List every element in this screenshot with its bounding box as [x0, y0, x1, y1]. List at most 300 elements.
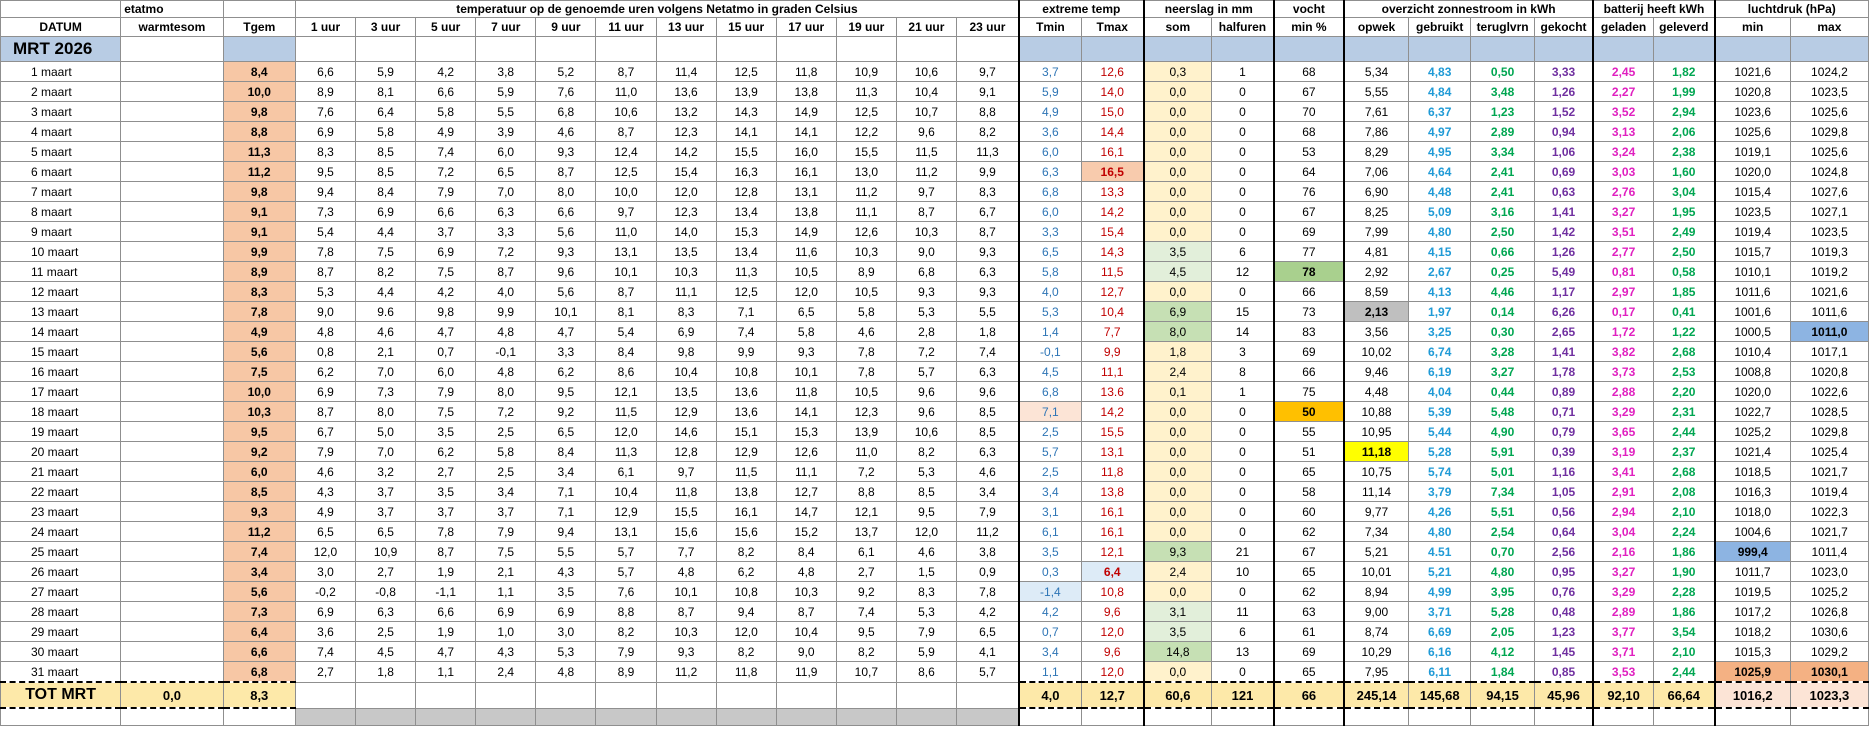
- cell-teruglvrn: 3,95: [1471, 582, 1534, 602]
- cell-t13: 12,3: [656, 202, 716, 222]
- cell-t9: 3,0: [536, 622, 596, 642]
- cell-t5: 8,7: [416, 542, 476, 562]
- cell-t9: 9,6: [536, 262, 596, 282]
- cell-tmin: 5,7: [1019, 442, 1081, 462]
- cell-halfuren: 0: [1212, 182, 1274, 202]
- cell-geleverd: 2,20: [1653, 382, 1714, 402]
- cell-geleverd: 2,38: [1653, 142, 1714, 162]
- cell-datum: 7 maart: [1, 182, 121, 202]
- cell-t9: 3,3: [536, 342, 596, 362]
- footer-cell: [956, 708, 1019, 726]
- cell-t11: 13,1: [596, 242, 656, 262]
- month-cell: [956, 37, 1019, 62]
- cell-gebruikt: 6,11: [1409, 662, 1471, 683]
- cell-geladen: 2,16: [1593, 542, 1653, 562]
- cell-gebruikt: 4,15: [1409, 242, 1471, 262]
- total-geleverd: 66,64: [1653, 682, 1714, 708]
- cell-t1: 6,5: [295, 522, 355, 542]
- table-row: [1, 222, 1869, 242]
- cell-vocht: 66: [1274, 362, 1344, 382]
- cell-teruglvrn: 0,50: [1471, 62, 1534, 82]
- cell-vocht: 65: [1274, 662, 1344, 683]
- cell-warmtesom: [121, 622, 223, 642]
- cell-t19: 11,2: [836, 182, 896, 202]
- cell-t13: 10,3: [656, 622, 716, 642]
- table-row: [1, 202, 1869, 222]
- cell-opwek: 9,00: [1344, 602, 1409, 622]
- footer-cell: [295, 708, 355, 726]
- cell-opwek: 5,34: [1344, 62, 1409, 82]
- cell-t7: 6,3: [476, 202, 536, 222]
- cell-som: 8,0: [1144, 322, 1212, 342]
- cell-t5: 1,9: [416, 562, 476, 582]
- table-row: [1, 322, 1869, 342]
- cell-t9: 10,1: [536, 302, 596, 322]
- table-row: [1, 82, 1869, 102]
- cell-t19: 11,0: [836, 442, 896, 462]
- cell-halfuren: 0: [1212, 422, 1274, 442]
- cell-som: 0,0: [1144, 662, 1212, 683]
- cell-vocht: 69: [1274, 342, 1344, 362]
- cell-tmax: 10,8: [1081, 582, 1143, 602]
- cell-t17: 12,7: [776, 482, 836, 502]
- total-empty: [356, 682, 416, 708]
- cell-luchtdruk-min: 1025,2: [1715, 422, 1791, 442]
- cell-luchtdruk-max: 1017,1: [1790, 342, 1868, 362]
- total-empty: [716, 682, 776, 708]
- cell-geleverd: 2,53: [1653, 362, 1714, 382]
- cell-teruglvrn: 4,12: [1471, 642, 1534, 662]
- cell-tmin: 4,9: [1019, 102, 1081, 122]
- cell-t7: 9,9: [476, 302, 536, 322]
- cell-t3: 2,5: [356, 622, 416, 642]
- cell-t1: 8,7: [295, 262, 355, 282]
- cell-t21: 8,3: [896, 582, 956, 602]
- cell-t21: 9,7: [896, 182, 956, 202]
- cell-vocht: 64: [1274, 162, 1344, 182]
- cell-som: 0,0: [1144, 162, 1212, 182]
- cell-t19: 15,5: [836, 142, 896, 162]
- cell-t21: 11,5: [896, 142, 956, 162]
- cell-t1: 7,3: [295, 202, 355, 222]
- month-cell: [1715, 37, 1791, 62]
- cell-geladen: 2,91: [1593, 482, 1653, 502]
- cell-tmin: 5,3: [1019, 302, 1081, 322]
- cell-t7: 2,5: [476, 422, 536, 442]
- cell-luchtdruk-max: 1025,6: [1790, 142, 1868, 162]
- cell-t11: 8,9: [596, 662, 656, 683]
- cell-tmin: 6,1: [1019, 522, 1081, 542]
- cell-t5: 1,1: [416, 662, 476, 683]
- cell-t1: 7,6: [295, 102, 355, 122]
- cell-t13: 12,3: [656, 122, 716, 142]
- cell-t15: 11,5: [716, 462, 776, 482]
- cell-tgem: 11,3: [223, 142, 295, 162]
- cell-luchtdruk-min: 1000,5: [1715, 322, 1791, 342]
- month-cell: [1471, 37, 1534, 62]
- cell-t19: 13,7: [836, 522, 896, 542]
- table-row: [1, 362, 1869, 382]
- cell-t9: 5,2: [536, 62, 596, 82]
- cell-datum: 25 maart: [1, 542, 121, 562]
- cell-tgem: 3,4: [223, 562, 295, 582]
- cell-vocht: 77: [1274, 242, 1344, 262]
- month-cell: [536, 37, 596, 62]
- cell-luchtdruk-max: 1025,4: [1790, 442, 1868, 462]
- cell-t21: 12,0: [896, 522, 956, 542]
- total-halfuren: 121: [1212, 682, 1274, 708]
- cell-som: 4,5: [1144, 262, 1212, 282]
- cell-t15: 8,2: [716, 542, 776, 562]
- cell-teruglvrn: 4,80: [1471, 562, 1534, 582]
- month-cell: [1593, 37, 1653, 62]
- cell-tmin: 7,1: [1019, 402, 1081, 422]
- month-cell: [223, 37, 295, 62]
- cell-t21: 5,7: [896, 362, 956, 382]
- cell-teruglvrn: 2,41: [1471, 182, 1534, 202]
- cell-t21: 9,6: [896, 382, 956, 402]
- cell-vocht: 50: [1274, 402, 1344, 422]
- cell-som: 0,0: [1144, 122, 1212, 142]
- cell-gekocht: 0,39: [1534, 442, 1593, 462]
- cell-t1: 6,2: [295, 362, 355, 382]
- cell-datum: 4 maart: [1, 122, 121, 142]
- cell-t13: 14,6: [656, 422, 716, 442]
- month-cell: [356, 37, 416, 62]
- cell-halfuren: 21: [1212, 542, 1274, 562]
- col-header-t19: 19 uur: [836, 18, 896, 37]
- cell-warmtesom: [121, 142, 223, 162]
- table-row: [1, 382, 1869, 402]
- cell-tmax: 12,6: [1081, 62, 1143, 82]
- cell-som: 0,0: [1144, 102, 1212, 122]
- cell-geladen: 2,97: [1593, 282, 1653, 302]
- cell-luchtdruk-max: 1026,8: [1790, 602, 1868, 622]
- cell-som: 0,0: [1144, 182, 1212, 202]
- cell-t13: 14,0: [656, 222, 716, 242]
- cell-luchtdruk-max: 1023,5: [1790, 82, 1868, 102]
- cell-t13: 14,2: [656, 142, 716, 162]
- cell-t23: 6,7: [956, 202, 1019, 222]
- cell-datum: 30 maart: [1, 642, 121, 662]
- total-min: 1016,2: [1715, 682, 1791, 708]
- cell-t17: 16,0: [776, 142, 836, 162]
- cell-t17: 10,4: [776, 622, 836, 642]
- cell-halfuren: 0: [1212, 402, 1274, 422]
- cell-t1: -0,2: [295, 582, 355, 602]
- cell-warmtesom: [121, 102, 223, 122]
- cell-t15: 13,8: [716, 482, 776, 502]
- cell-warmtesom: [121, 662, 223, 683]
- cell-datum: 21 maart: [1, 462, 121, 482]
- cell-warmtesom: [121, 202, 223, 222]
- cell-luchtdruk-max: 1023,5: [1790, 222, 1868, 242]
- cell-t11: 10,6: [596, 102, 656, 122]
- cell-luchtdruk-min: 1001,6: [1715, 302, 1791, 322]
- cell-teruglvrn: 4,90: [1471, 422, 1534, 442]
- cell-warmtesom: [121, 382, 223, 402]
- cell-gebruikt: 4,80: [1409, 222, 1471, 242]
- cell-tgem: 8,3: [223, 282, 295, 302]
- cell-datum: 31 maart: [1, 662, 121, 683]
- table-row: [1, 482, 1869, 502]
- cell-t15: 7,4: [716, 322, 776, 342]
- footer-cell: [836, 708, 896, 726]
- cell-t15: 12,5: [716, 62, 776, 82]
- cell-t13: 15,4: [656, 162, 716, 182]
- cell-t23: 9,6: [956, 382, 1019, 402]
- total-empty: [956, 682, 1019, 708]
- cell-datum: 27 maart: [1, 582, 121, 602]
- cell-t7: 5,9: [476, 82, 536, 102]
- cell-vocht: 61: [1274, 622, 1344, 642]
- cell-t21: 8,7: [896, 202, 956, 222]
- cell-gekocht: 1,45: [1534, 642, 1593, 662]
- cell-datum: 18 maart: [1, 402, 121, 422]
- cell-t7: 7,5: [476, 542, 536, 562]
- cell-t3: 4,4: [356, 282, 416, 302]
- month-cell: [656, 37, 716, 62]
- cell-t3: 6,3: [356, 602, 416, 622]
- cell-t23: 8,8: [956, 102, 1019, 122]
- cell-t7: 8,7: [476, 262, 536, 282]
- cell-geleverd: 2,44: [1653, 422, 1714, 442]
- month-cell: [295, 37, 355, 62]
- cell-t21: 10,4: [896, 82, 956, 102]
- cell-t3: 8,0: [356, 402, 416, 422]
- col-header-tmax: Tmax: [1081, 18, 1143, 37]
- cell-tmax: 15,5: [1081, 422, 1143, 442]
- cell-t3: 8,4: [356, 182, 416, 202]
- footer-cell: [1593, 708, 1653, 726]
- cell-t5: 7,5: [416, 262, 476, 282]
- cell-opwek: 10,29: [1344, 642, 1409, 662]
- cell-som: 0,0: [1144, 202, 1212, 222]
- cell-t9: 4,8: [536, 662, 596, 683]
- cell-warmtesom: [121, 222, 223, 242]
- cell-luchtdruk-max: 1020,8: [1790, 362, 1868, 382]
- cell-t11: 10,1: [596, 262, 656, 282]
- cell-teruglvrn: 2,89: [1471, 122, 1534, 142]
- cell-luchtdruk-min: 1019,5: [1715, 582, 1791, 602]
- cell-gebruikt: 5,39: [1409, 402, 1471, 422]
- cell-t1: 7,8: [295, 242, 355, 262]
- cell-geladen: 3,13: [1593, 122, 1653, 142]
- cell-geladen: 0,81: [1593, 262, 1653, 282]
- cell-t15: 13,9: [716, 82, 776, 102]
- header-luchtdruk: luchtdruk (hPa): [1715, 1, 1869, 18]
- total-max: 1023,3: [1790, 682, 1868, 708]
- cell-t3: 5,9: [356, 62, 416, 82]
- footer-cell: [1019, 708, 1081, 726]
- cell-t13: 10,3: [656, 262, 716, 282]
- cell-geleverd: 1,86: [1653, 602, 1714, 622]
- cell-tmax: 12,7: [1081, 282, 1143, 302]
- cell-t19: 7,8: [836, 342, 896, 362]
- cell-geleverd: 2,10: [1653, 502, 1714, 522]
- cell-t23: 6,3: [956, 362, 1019, 382]
- cell-tmin: -1,4: [1019, 582, 1081, 602]
- cell-t5: 3,5: [416, 422, 476, 442]
- cell-teruglvrn: 3,34: [1471, 142, 1534, 162]
- cell-gebruikt: 4,80: [1409, 522, 1471, 542]
- cell-opwek: 7,34: [1344, 522, 1409, 542]
- cell-tmin: 3,4: [1019, 482, 1081, 502]
- cell-halfuren: 8: [1212, 362, 1274, 382]
- cell-tmax: 13,8: [1081, 482, 1143, 502]
- footer-row: [1, 708, 1869, 726]
- cell-tmax: 6,4: [1081, 562, 1143, 582]
- cell-tgem: 8,4: [223, 62, 295, 82]
- cell-t9: 8,0: [536, 182, 596, 202]
- cell-luchtdruk-min: 1016,3: [1715, 482, 1791, 502]
- col-header-t1: 1 uur: [295, 18, 355, 37]
- cell-t17: 6,5: [776, 302, 836, 322]
- cell-halfuren: 0: [1212, 122, 1274, 142]
- cell-tgem: 9,2: [223, 442, 295, 462]
- cell-opwek: 8,25: [1344, 202, 1409, 222]
- cell-t5: 7,4: [416, 142, 476, 162]
- cell-halfuren: 3: [1212, 342, 1274, 362]
- cell-t7: 7,2: [476, 242, 536, 262]
- cell-vocht: 69: [1274, 222, 1344, 242]
- cell-tmin: 3,7: [1019, 62, 1081, 82]
- cell-luchtdruk-min: 1025,6: [1715, 122, 1791, 142]
- cell-tmax: 16,1: [1081, 522, 1143, 542]
- cell-som: 0,3: [1144, 62, 1212, 82]
- cell-t11: 12,9: [596, 502, 656, 522]
- cell-vocht: 83: [1274, 322, 1344, 342]
- table-row: [1, 342, 1869, 362]
- total-tmax: 12,7: [1081, 682, 1143, 708]
- cell-geladen: 2,76: [1593, 182, 1653, 202]
- table-row: [1, 162, 1869, 182]
- cell-gebruikt: 6,16: [1409, 642, 1471, 662]
- cell-halfuren: 14: [1212, 322, 1274, 342]
- cell-som: 0,0: [1144, 522, 1212, 542]
- cell-tgem: 6,0: [223, 462, 295, 482]
- cell-t9: 9,4: [536, 522, 596, 542]
- cell-vocht: 70: [1274, 102, 1344, 122]
- cell-luchtdruk-min: 1023,6: [1715, 102, 1791, 122]
- cell-luchtdruk-max: 1019,2: [1790, 262, 1868, 282]
- month-cell: [716, 37, 776, 62]
- cell-t19: 4,6: [836, 322, 896, 342]
- cell-gebruikt: 5,21: [1409, 562, 1471, 582]
- cell-warmtesom: [121, 122, 223, 142]
- cell-opwek: 4,81: [1344, 242, 1409, 262]
- cell-geleverd: 0,41: [1653, 302, 1714, 322]
- cell-luchtdruk-min: 1011,6: [1715, 282, 1791, 302]
- cell-som: 0,0: [1144, 502, 1212, 522]
- cell-gebruikt: 5,44: [1409, 422, 1471, 442]
- cell-t5: 7,8: [416, 522, 476, 542]
- cell-warmtesom: [121, 542, 223, 562]
- cell-t3: 3,7: [356, 482, 416, 502]
- table-row: [1, 602, 1869, 622]
- cell-luchtdruk-min: 1023,5: [1715, 202, 1791, 222]
- cell-warmtesom: [121, 162, 223, 182]
- cell-tmin: 3,5: [1019, 542, 1081, 562]
- footer-cell: [1081, 708, 1143, 726]
- cell-teruglvrn: 3,16: [1471, 202, 1534, 222]
- cell-tgem: 10,0: [223, 382, 295, 402]
- cell-geladen: 3,51: [1593, 222, 1653, 242]
- cell-gebruikt: 5,09: [1409, 202, 1471, 222]
- cell-vocht: 75: [1274, 382, 1344, 402]
- cell-t17: 9,0: [776, 642, 836, 662]
- month-cell: [416, 37, 476, 62]
- cell-tmin: 3,3: [1019, 222, 1081, 242]
- cell-t1: 6,9: [295, 122, 355, 142]
- cell-teruglvrn: 2,41: [1471, 162, 1534, 182]
- cell-t11: 8,2: [596, 622, 656, 642]
- cell-luchtdruk-max: 1011,0: [1790, 322, 1868, 342]
- cell-t17: 9,3: [776, 342, 836, 362]
- cell-t3: 3,2: [356, 462, 416, 482]
- cell-teruglvrn: 5,28: [1471, 602, 1534, 622]
- cell-t23: 6,3: [956, 442, 1019, 462]
- cell-t15: 13,6: [716, 382, 776, 402]
- cell-tmax: 11,8: [1081, 462, 1143, 482]
- table-row: [1, 442, 1869, 462]
- footer-cell: [1274, 708, 1344, 726]
- cell-teruglvrn: 0,66: [1471, 242, 1534, 262]
- cell-t11: 7,9: [596, 642, 656, 662]
- cell-som: 0,0: [1144, 282, 1212, 302]
- table-row: [1, 242, 1869, 262]
- cell-datum: 8 maart: [1, 202, 121, 222]
- cell-t7: 2,1: [476, 562, 536, 582]
- cell-gekocht: 0,79: [1534, 422, 1593, 442]
- cell-tgem: 6,4: [223, 622, 295, 642]
- cell-datum: 23 maart: [1, 502, 121, 522]
- cell-t11: 9,7: [596, 202, 656, 222]
- cell-t5: 6,6: [416, 82, 476, 102]
- cell-t3: 6,9: [356, 202, 416, 222]
- cell-t7: 6,9: [476, 602, 536, 622]
- cell-luchtdruk-min: 1019,1: [1715, 142, 1791, 162]
- cell-tmin: 3,6: [1019, 122, 1081, 142]
- cell-geladen: 1,72: [1593, 322, 1653, 342]
- cell-t15: 16,3: [716, 162, 776, 182]
- cell-luchtdruk-max: 1021,6: [1790, 282, 1868, 302]
- cell-luchtdruk-min: 1018,5: [1715, 462, 1791, 482]
- month-cell: [1653, 37, 1714, 62]
- cell-teruglvrn: 7,34: [1471, 482, 1534, 502]
- cell-t17: 12,0: [776, 282, 836, 302]
- col-header-tgem: Tgem: [223, 18, 295, 37]
- cell-gekocht: 0,56: [1534, 502, 1593, 522]
- cell-t11: 10,4: [596, 482, 656, 502]
- cell-tmin: 6,8: [1019, 182, 1081, 202]
- cell-t11: 5,7: [596, 562, 656, 582]
- cell-tmin: 1,1: [1019, 662, 1081, 683]
- cell-gebruikt: 4,26: [1409, 502, 1471, 522]
- cell-som: 0,0: [1144, 482, 1212, 502]
- cell-tgem: 7,3: [223, 602, 295, 622]
- month-cell: [1344, 37, 1409, 62]
- cell-t3: 7,0: [356, 442, 416, 462]
- cell-t21: 2,8: [896, 322, 956, 342]
- cell-som: 6,9: [1144, 302, 1212, 322]
- header-vocht: vocht: [1274, 1, 1344, 18]
- cell-geladen: 3,77: [1593, 622, 1653, 642]
- cell-datum: 10 maart: [1, 242, 121, 262]
- header-netatmo: etatmo: [121, 1, 223, 18]
- footer-cell: [716, 708, 776, 726]
- cell-tmax: 12,0: [1081, 662, 1143, 683]
